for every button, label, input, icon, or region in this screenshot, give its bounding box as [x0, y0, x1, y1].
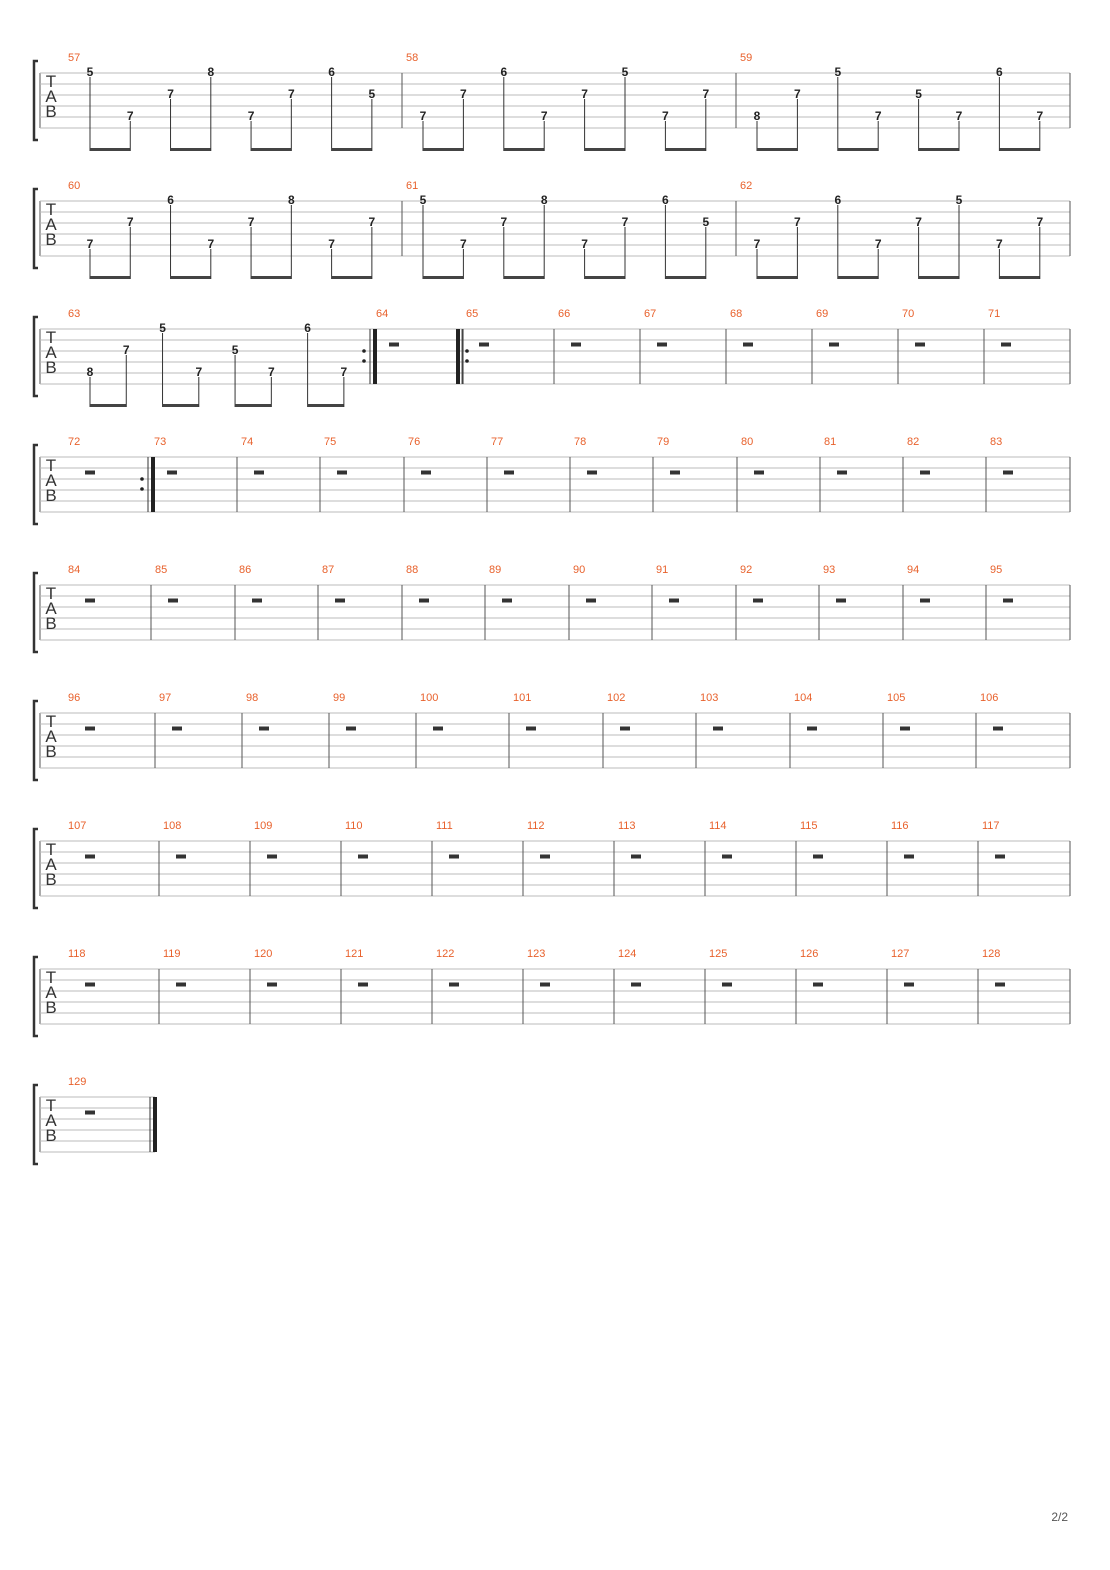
- whole-rest: [168, 599, 178, 603]
- fret-number: 5: [621, 65, 629, 79]
- tab-clef-letter: T: [45, 72, 57, 91]
- fret-number: 5: [368, 87, 376, 101]
- measure-number: 127: [891, 948, 910, 960]
- fret-number: 7: [540, 109, 548, 123]
- whole-rest: [813, 855, 823, 859]
- whole-rest: [713, 727, 723, 731]
- whole-rest: [620, 727, 630, 731]
- whole-rest: [753, 599, 763, 603]
- whole-rest: [995, 983, 1005, 987]
- measure-number: 80: [741, 436, 754, 448]
- measure-number: 65: [466, 308, 479, 320]
- measure-number: 100: [420, 692, 439, 704]
- whole-rest: [167, 471, 177, 475]
- beam: [163, 404, 199, 407]
- whole-rest: [743, 343, 753, 347]
- measure-number: 60: [68, 180, 81, 192]
- fret-number: 6: [834, 193, 842, 207]
- whole-rest: [449, 855, 459, 859]
- beam: [585, 148, 625, 151]
- measure-number: 89: [489, 564, 502, 576]
- measure-number: 106: [980, 692, 999, 704]
- fret-number: 7: [702, 87, 710, 101]
- whole-rest: [85, 599, 95, 603]
- whole-rest: [254, 471, 264, 475]
- whole-rest: [433, 727, 443, 731]
- fret-number: 7: [996, 237, 1003, 251]
- measure-number: 108: [163, 820, 182, 832]
- measure-number: 103: [700, 692, 719, 704]
- whole-rest: [587, 471, 597, 475]
- beam: [171, 148, 211, 151]
- measure-number: 115: [800, 820, 818, 832]
- fret-number: 5: [419, 193, 427, 207]
- fret-number: 7: [419, 109, 427, 123]
- fret-number: 8: [540, 193, 548, 207]
- whole-rest: [829, 343, 839, 347]
- repeat-dot: [362, 349, 366, 353]
- tab-clef-letter: T: [45, 200, 57, 219]
- measure-number: 101: [513, 692, 532, 704]
- fret-number: 5: [702, 215, 710, 229]
- whole-rest: [670, 471, 680, 475]
- whole-rest: [389, 343, 399, 347]
- fret-number: 5: [231, 343, 239, 357]
- beam: [665, 148, 705, 151]
- fret-number: 7: [915, 215, 922, 229]
- fret-number: 7: [207, 237, 215, 251]
- tab-clef-letter: A: [45, 471, 57, 490]
- measure-number: 87: [322, 564, 335, 576]
- tab-clef-letter: B: [45, 230, 57, 249]
- beam: [585, 276, 625, 279]
- fret-number: 6: [304, 321, 311, 335]
- fret-number: 7: [581, 87, 588, 101]
- beam: [838, 148, 878, 151]
- fret-number: 7: [460, 237, 467, 251]
- whole-rest: [176, 983, 186, 987]
- beam: [504, 276, 544, 279]
- measure-number: 93: [823, 564, 836, 576]
- measure-number: 68: [730, 308, 743, 320]
- fret-number: 7: [126, 109, 134, 123]
- measure-number: 119: [163, 948, 181, 960]
- fret-number: 5: [955, 193, 963, 207]
- measure-number: 126: [800, 948, 819, 960]
- measure-number: 57: [68, 52, 81, 64]
- measure-number: 59: [740, 52, 753, 64]
- whole-rest: [900, 727, 910, 731]
- fret-number: 7: [328, 237, 335, 251]
- whole-rest: [657, 343, 667, 347]
- tab-clef-letter: A: [45, 87, 57, 106]
- fret-number: 8: [86, 365, 94, 379]
- beam: [838, 276, 878, 279]
- system-bracket: [34, 957, 38, 1036]
- measure-number: 125: [709, 948, 728, 960]
- measure-number: 70: [902, 308, 915, 320]
- measure-number: 83: [990, 436, 1003, 448]
- tab-clef-letter: B: [45, 870, 57, 889]
- whole-rest: [267, 855, 277, 859]
- measure-number: 85: [155, 564, 168, 576]
- measure-number: 104: [794, 692, 813, 704]
- repeat-dot: [362, 359, 366, 363]
- measure-number: 84: [68, 564, 81, 576]
- fret-number: 7: [340, 365, 348, 379]
- fret-number: 7: [247, 109, 255, 123]
- measure-number: 69: [816, 308, 829, 320]
- fret-number: 5: [915, 87, 922, 101]
- whole-rest: [479, 343, 489, 347]
- whole-rest: [631, 855, 641, 859]
- beam: [90, 404, 126, 407]
- whole-rest: [259, 727, 269, 731]
- tab-clef-letter: B: [45, 998, 57, 1017]
- whole-rest: [586, 599, 596, 603]
- tab-clef-letter: T: [45, 328, 57, 347]
- measure-number: 107: [68, 820, 87, 832]
- measure-number: 112: [527, 820, 545, 832]
- measure-number: 82: [907, 436, 920, 448]
- tab-clef-letter: A: [45, 727, 57, 746]
- beam: [999, 276, 1039, 279]
- fret-number: 7: [267, 365, 275, 379]
- fret-number: 7: [368, 215, 376, 229]
- beam: [423, 148, 463, 151]
- fret-number: 8: [207, 65, 215, 79]
- beam: [757, 276, 797, 279]
- whole-rest: [754, 471, 764, 475]
- whole-rest: [904, 983, 914, 987]
- measure-number: 63: [68, 308, 81, 320]
- system-bracket: [34, 445, 38, 524]
- whole-rest: [502, 599, 512, 603]
- whole-rest: [904, 855, 914, 859]
- tab-clef-letter: B: [45, 614, 57, 633]
- beam: [308, 404, 344, 407]
- repeat-dot: [465, 359, 469, 363]
- whole-rest: [540, 855, 550, 859]
- measure-number: 96: [68, 692, 81, 704]
- measure-number: 76: [408, 436, 421, 448]
- tab-clef-letter: A: [45, 215, 57, 234]
- measure-number: 105: [887, 692, 906, 704]
- whole-rest: [85, 727, 95, 731]
- fret-number: 7: [874, 109, 882, 123]
- whole-rest: [85, 471, 95, 475]
- fret-number: 7: [500, 215, 508, 229]
- beam: [90, 148, 130, 151]
- whole-rest: [1003, 599, 1013, 603]
- measure-number: 97: [159, 692, 172, 704]
- measure-number: 102: [607, 692, 626, 704]
- beam: [251, 148, 291, 151]
- beam: [999, 148, 1039, 151]
- whole-rest: [722, 855, 732, 859]
- tab-clef-letter: B: [45, 742, 57, 761]
- system-bracket: [34, 573, 38, 652]
- fret-number: 7: [126, 215, 134, 229]
- fret-number: 7: [86, 237, 94, 251]
- tab-clef-letter: T: [45, 584, 57, 603]
- measure-number: 121: [345, 948, 364, 960]
- measure-number: 98: [246, 692, 259, 704]
- measure-number: 122: [436, 948, 455, 960]
- fret-number: 7: [122, 343, 130, 357]
- measure-number: 118: [68, 948, 86, 960]
- measure-number: 113: [618, 820, 636, 832]
- whole-rest: [669, 599, 679, 603]
- measure-number: 120: [254, 948, 273, 960]
- tab-clef-letter: B: [45, 358, 57, 377]
- measure-number: 129: [68, 1076, 87, 1088]
- measure-number: 79: [657, 436, 670, 448]
- measure-number: 88: [406, 564, 419, 576]
- whole-rest: [837, 471, 847, 475]
- fret-number: 7: [753, 237, 761, 251]
- measure-number: 66: [558, 308, 571, 320]
- fret-number: 6: [500, 65, 508, 79]
- measure-number: 117: [982, 820, 1000, 832]
- tab-clef-letter: T: [45, 1096, 57, 1115]
- whole-rest: [526, 727, 536, 731]
- fret-number: 7: [621, 215, 629, 229]
- tab-clef-letter: T: [45, 456, 57, 475]
- measure-number: 124: [618, 948, 637, 960]
- tab-clef-letter: B: [45, 102, 57, 121]
- whole-rest: [267, 983, 277, 987]
- fret-number: 7: [460, 87, 467, 101]
- beam: [757, 148, 797, 151]
- system-bracket: [34, 829, 38, 908]
- measure-number: 78: [574, 436, 587, 448]
- fret-number: 5: [834, 65, 842, 79]
- measure-number: 128: [982, 948, 1001, 960]
- system-bracket: [34, 1085, 38, 1164]
- measure-number: 73: [154, 436, 167, 448]
- whole-rest: [920, 599, 930, 603]
- fret-number: 7: [167, 87, 174, 101]
- fret-number: 7: [874, 237, 882, 251]
- fret-number: 7: [794, 87, 801, 101]
- whole-rest: [995, 855, 1005, 859]
- beam: [919, 276, 959, 279]
- whole-rest: [176, 855, 186, 859]
- page-number: 2/2: [1051, 1510, 1068, 1524]
- fret-number: 7: [662, 109, 669, 123]
- beam: [171, 276, 211, 279]
- whole-rest: [85, 1111, 95, 1115]
- fret-number: 8: [287, 193, 295, 207]
- measure-number: 94: [907, 564, 920, 576]
- system-bracket: [34, 317, 38, 396]
- tab-clef-letter: A: [45, 855, 57, 874]
- measure-number: 114: [709, 820, 727, 832]
- whole-rest: [449, 983, 459, 987]
- measure-number: 62: [740, 180, 753, 192]
- whole-rest: [358, 855, 368, 859]
- fret-number: 5: [86, 65, 94, 79]
- whole-rest: [346, 727, 356, 731]
- fret-number: 7: [1036, 109, 1044, 123]
- measure-number: 109: [254, 820, 273, 832]
- whole-rest: [807, 727, 817, 731]
- whole-rest: [1001, 343, 1011, 347]
- tab-clef-letter: T: [45, 968, 57, 987]
- beam: [423, 276, 463, 279]
- beam: [332, 276, 372, 279]
- measure-number: 86: [239, 564, 252, 576]
- tab-clef-letter: A: [45, 599, 57, 618]
- whole-rest: [337, 471, 347, 475]
- beam: [332, 148, 372, 151]
- fret-number: 7: [794, 215, 801, 229]
- measure-number: 81: [824, 436, 837, 448]
- fret-number: 7: [247, 215, 255, 229]
- whole-rest: [631, 983, 641, 987]
- measure-number: 74: [241, 436, 254, 448]
- whole-rest: [993, 727, 1003, 731]
- fret-number: 6: [328, 65, 335, 79]
- measure-number: 95: [990, 564, 1003, 576]
- whole-rest: [920, 471, 930, 475]
- measure-number: 91: [656, 564, 669, 576]
- tab-clef-letter: B: [45, 1126, 57, 1145]
- measure-number: 67: [644, 308, 657, 320]
- fret-number: 6: [662, 193, 669, 207]
- tab-clef-letter: A: [45, 983, 57, 1002]
- measure-number: 72: [68, 436, 81, 448]
- system-bracket: [34, 61, 38, 140]
- repeat-dot: [140, 487, 144, 491]
- whole-rest: [252, 599, 262, 603]
- beam: [251, 276, 291, 279]
- fret-number: 7: [581, 237, 588, 251]
- fret-number: 6: [996, 65, 1003, 79]
- system-bracket: [34, 189, 38, 268]
- beam: [90, 276, 130, 279]
- whole-rest: [419, 599, 429, 603]
- measure-number: 64: [376, 308, 389, 320]
- fret-number: 8: [753, 109, 761, 123]
- whole-rest: [722, 983, 732, 987]
- repeat-dot: [140, 477, 144, 481]
- beam: [665, 276, 705, 279]
- measure-number: 75: [324, 436, 337, 448]
- measure-number: 110: [345, 820, 363, 832]
- whole-rest: [421, 471, 431, 475]
- fret-number: 7: [287, 87, 295, 101]
- tab-clef-letter: A: [45, 1111, 57, 1130]
- whole-rest: [335, 599, 345, 603]
- system-bracket: [34, 701, 38, 780]
- tab-clef-letter: T: [45, 712, 57, 731]
- whole-rest: [85, 983, 95, 987]
- measure-number: 77: [491, 436, 504, 448]
- whole-rest: [836, 599, 846, 603]
- tab-clef-letter: B: [45, 486, 57, 505]
- whole-rest: [504, 471, 514, 475]
- measure-number: 58: [406, 52, 419, 64]
- whole-rest: [813, 983, 823, 987]
- whole-rest: [915, 343, 925, 347]
- whole-rest: [1003, 471, 1013, 475]
- beam: [504, 148, 544, 151]
- measure-number: 111: [436, 820, 453, 832]
- measure-number: 116: [891, 820, 909, 832]
- measure-number: 71: [988, 308, 1001, 320]
- beam: [235, 404, 271, 407]
- tab-clef-letter: A: [45, 343, 57, 362]
- measure-number: 99: [333, 692, 346, 704]
- beam: [919, 148, 959, 151]
- whole-rest: [540, 983, 550, 987]
- whole-rest: [571, 343, 581, 347]
- fret-number: 5: [159, 321, 166, 335]
- fret-number: 7: [195, 365, 203, 379]
- fret-number: 6: [167, 193, 174, 207]
- whole-rest: [172, 727, 182, 731]
- measure-number: 90: [573, 564, 586, 576]
- measure-number: 92: [740, 564, 753, 576]
- measure-number: 61: [406, 180, 419, 192]
- tab-clef-letter: T: [45, 840, 57, 859]
- fret-number: 7: [1036, 215, 1044, 229]
- whole-rest: [358, 983, 368, 987]
- measure-number: 123: [527, 948, 546, 960]
- fret-number: 7: [955, 109, 963, 123]
- whole-rest: [85, 855, 95, 859]
- repeat-dot: [465, 349, 469, 353]
